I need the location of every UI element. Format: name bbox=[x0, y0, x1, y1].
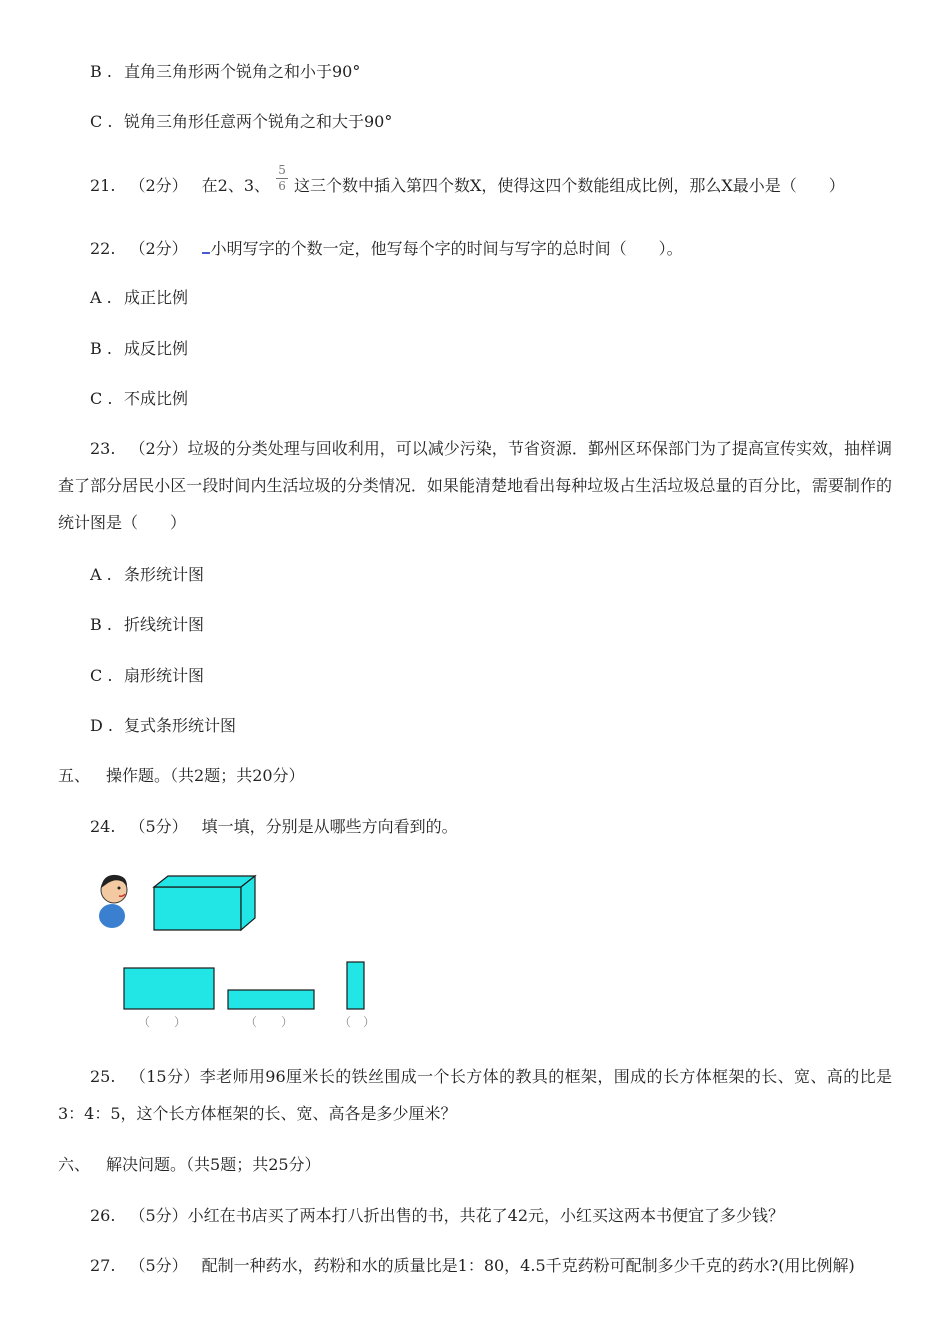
option-text: 折线统计图 bbox=[124, 615, 205, 634]
q23-option-d bbox=[90, 716, 236, 736]
option-text: 条形统计图 bbox=[124, 565, 205, 584]
blank-marker bbox=[202, 238, 210, 254]
option-letter: B . bbox=[90, 615, 112, 634]
section-6-heading bbox=[58, 1155, 321, 1175]
option-letter: D . bbox=[90, 716, 113, 735]
question-22 bbox=[90, 238, 683, 259]
q23-option-c bbox=[90, 666, 204, 686]
question-score: （2分） bbox=[129, 176, 188, 195]
section-title: 操作题。（共2题；共20分） bbox=[106, 766, 305, 785]
option-letter: B . bbox=[90, 62, 112, 81]
question-24 bbox=[90, 817, 458, 837]
fraction bbox=[276, 164, 288, 193]
fraction-numerator: 5 bbox=[278, 163, 286, 177]
option-text: 扇形统计图 bbox=[124, 666, 205, 685]
question-score: （2分） bbox=[129, 439, 188, 458]
question-score: （5分） bbox=[129, 817, 188, 836]
option-letter: A . bbox=[90, 288, 112, 307]
question-text-after: 这三个数中插入第四个数X，使得这四个数能组成比例，那么X最小是（ ） bbox=[294, 176, 845, 195]
question-25 bbox=[58, 1058, 892, 1132]
top-view-rect bbox=[228, 990, 314, 1009]
option-text: 复式条形统计图 bbox=[124, 716, 237, 735]
section-title: 解决问题。（共5题；共25分） bbox=[106, 1155, 321, 1174]
question-text: 配制一种药水，药粉和水的质量比是1：80，4.5千克药粉可配制多少千克的药水?(用比例解) bbox=[201, 1256, 855, 1275]
q23-option-b bbox=[90, 615, 204, 635]
question-text-before: 在2、3、 bbox=[201, 176, 271, 195]
q22-option-c bbox=[90, 389, 188, 409]
question-text: 李老师用96厘米长的铁丝围成一个长方体的教具的框架，围成的长方体框架的长、宽、高的比是3：4：5，这个长方体框架的长、宽、高各是多少厘米？ bbox=[58, 1067, 892, 1123]
option-letter: B . bbox=[90, 339, 112, 358]
question-number: 27. bbox=[90, 1256, 116, 1275]
option-text: 不成比例 bbox=[124, 389, 189, 408]
blank-label-1: （ ） bbox=[138, 1015, 187, 1029]
question-number: 22. bbox=[90, 239, 116, 258]
blank-label-3: （ ） bbox=[339, 1015, 376, 1029]
q20-option-b bbox=[90, 62, 360, 82]
question-26 bbox=[90, 1206, 784, 1226]
option-text: 锐角三角形任意两个锐角之和大于90° bbox=[124, 112, 393, 131]
question-21 bbox=[90, 163, 845, 201]
question-27 bbox=[90, 1256, 855, 1276]
question-number: 21. bbox=[90, 176, 116, 195]
views-figure bbox=[90, 866, 390, 1036]
option-letter: C . bbox=[90, 112, 113, 131]
option-letter: C . bbox=[90, 389, 113, 408]
question-number: 24. bbox=[90, 817, 116, 836]
q20-option-c bbox=[90, 112, 392, 132]
question-number: 25. bbox=[90, 1067, 116, 1086]
option-text: 成反比例 bbox=[124, 339, 189, 358]
front-view-rect bbox=[124, 968, 214, 1009]
question-23 bbox=[58, 430, 892, 541]
q22-option-a bbox=[90, 288, 188, 308]
option-letter: A . bbox=[90, 565, 112, 584]
question-score: （2分） bbox=[129, 239, 188, 258]
option-letter: C . bbox=[90, 666, 113, 685]
question-text: 垃圾的分类处理与回收利用，可以减少污染，节省资源．鄞州区环保部门为了提高宣传实效，抽样调查了部分居民小区一段时间内生活垃圾的分类情况．如果能清楚地看出每种垃圾占生活垃圾总量的百分比，需要制作的统计图是（ ） bbox=[58, 439, 892, 532]
question-number: 26. bbox=[90, 1206, 116, 1225]
q23-option-a bbox=[90, 565, 204, 585]
blank-label-2: （ ） bbox=[245, 1015, 294, 1029]
question-text: 填一填，分别是从哪些方向看到的。 bbox=[201, 817, 458, 836]
question-score: （5分） bbox=[129, 1256, 188, 1275]
section-label: 五、 bbox=[58, 766, 91, 785]
section-label: 六、 bbox=[58, 1155, 91, 1174]
fraction-denominator: 6 bbox=[278, 179, 286, 193]
section-5-heading bbox=[58, 766, 305, 786]
option-text: 成正比例 bbox=[124, 288, 189, 307]
option-text: 直角三角形两个锐角之和小于90° bbox=[124, 62, 361, 81]
question-number: 23. bbox=[90, 439, 116, 458]
views-figure-svg bbox=[90, 866, 390, 1036]
boy-icon bbox=[99, 875, 127, 928]
question-score: （15分） bbox=[129, 1067, 200, 1086]
question-text: 小红在书店买了两本打八折出售的书，共花了42元，小红买这两本书便宜了多少钱？ bbox=[187, 1206, 785, 1225]
q22-option-b bbox=[90, 339, 188, 359]
cuboid-3d bbox=[154, 876, 255, 930]
side-view-rect bbox=[347, 962, 364, 1009]
question-text: 小明写字的个数一定，他写每个字的时间与写字的总时间（ ）。 bbox=[210, 239, 683, 258]
question-score: （5分） bbox=[129, 1206, 188, 1225]
